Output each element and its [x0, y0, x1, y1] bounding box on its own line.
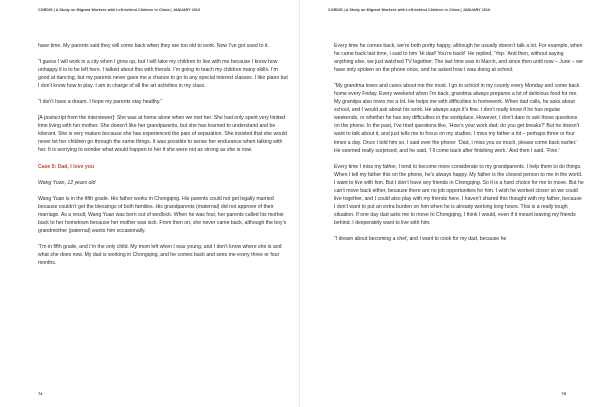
paragraph: “I guess I will work in a city when I grow up, but I will take my children to live with me because I know how unhappy it is to be left here. I talked about this with friends. I’m going to teach my children many skills. I’m good at dancing, but my parents never gave me a chance to go to any special interest classes. I like piano but I don’t know how to play. I am in charge of all the art activities in my class. — [38, 59, 288, 90]
running-header: CORDIS | A Study on Migrant Workers with Left-behind Children in China | JANUARY 2010 — [38, 8, 201, 12]
case-subheading: Wang Yuan, 12 years old — [38, 179, 96, 186]
right-text-column — [334, 42, 584, 251]
paragraph: have time. My parents said they will come back when they are too old to work. Now I’ve got used to it. — [38, 43, 269, 49]
paragraph: “I dream about becoming a chef, and I want to cook for my dad, because he — [334, 235, 507, 242]
paragraph: “I don’t have a dream. I hope my parents stay healthy.” — [38, 99, 163, 106]
running-header: CORDIS | A Study on Migrant Workers with Left-behind Children in China | JANUARY 2010 — [328, 8, 491, 12]
page-number: 74 — [38, 391, 43, 396]
right-page — [300, 0, 600, 407]
paragraph: Every time he comes back, we’re both pretty happy, although he usually doesn’t talk a lot. For example, when he came back last time, I said to him ‘Hi dad! You’re back!’ He replied, ‘Yep.’ And then, without saying anything else, we just watched TV together. The last time was in March, and since then until now – June – we have only spoken on the phone once, and he asked how I was doing at school. — [334, 43, 583, 74]
case-heading: Case 5: Dad, I love you — [38, 163, 94, 170]
paragraph: “My grandma loves and cares about me the most. I go to school in my county every Monday and come back home every Friday. Every weekend when I’m back, grandma always prepares a lot of delicious food for me. My grandpa also loves me a lot. He helps me with difficulties in homework. When dad calls, he asks about school, and I would ask about his work. He always says it’s fine. I don’t really know if he has regular weekends, or whether he has any difficulties in the workplace. However, I don’t dare to ask those questions on the phone. In the past, I’ve tried questions like, ‘How’s your work dad; do you get breaks?’ But he doesn’t want to talk about it, and just tells me to focus on my studies. I miss my father a lot – perhaps three or four times a day. Once I told him so. I said over the phone: ‘Dad, I miss you so much, please come back earlier.’ He seemed really surprised, and he said, ‘I’ll come back after finishing work.’ And then I said, ‘Fine.’ — [334, 83, 580, 154]
paragraph: Every time I miss my father, I tend to become more considerate to my grandparents. I help them to do things. When I tell my father this on the phone, he’s always happy. My father is the closest person to me in the world. I want to live with him. But I don’t have any friends in Chongqing. So it is a hard choice for me to move. But he can’t move back either, because there are no job opportunities for him. I wish he worked closer so we could live together, and I could also play with my friends here. I haven’t shared this thought with my father, because I don’t want to put an extra burden on him when he is already working long hours. This is a really tough situation. If one day dad asks me to move to Chongqing, I think I would, even if it meant leaving my friends behind. I desperately want to live with him. — [334, 163, 584, 226]
paragraph: [A postscript from the interviewer]: She was at home alone when we met her. She had only spent very limited time living with her mother. She doesn’t like her grandparents, but she has learned to understand and be tolerant. She is very mature because she has experienced the pain of separation. She insisted that she would never let her children go through the same things. It was possible to sense her endurance when talking with her. It is worrying to wonder what would happen to her if she were not as strong as she is now. — [38, 115, 287, 154]
page-number: 75 — [561, 391, 566, 396]
left-text-column — [38, 42, 288, 275]
paragraph: Wang Yuan is in the fifth grade. His father works in Chongqing. His parents could not get legally married because couldn’t get the blessings of both families. His grandparents (maternal) did not approve of their marriage. As a result, Wang Yuan was born out of wedlock. When he was four, her parents called his mother back to her hometown because her mother was sick. From then on, she never came back, although the boy’s grandmother (paternal) wants him occasionally. — [38, 195, 287, 234]
paragraph: “I’m in fifth grade, and I’m the only child. My mom left when I was young, and I don’t know where she is and what she does now. My dad is working in Chongqing, and he comes back and sees me every three or four months. — [38, 243, 282, 266]
